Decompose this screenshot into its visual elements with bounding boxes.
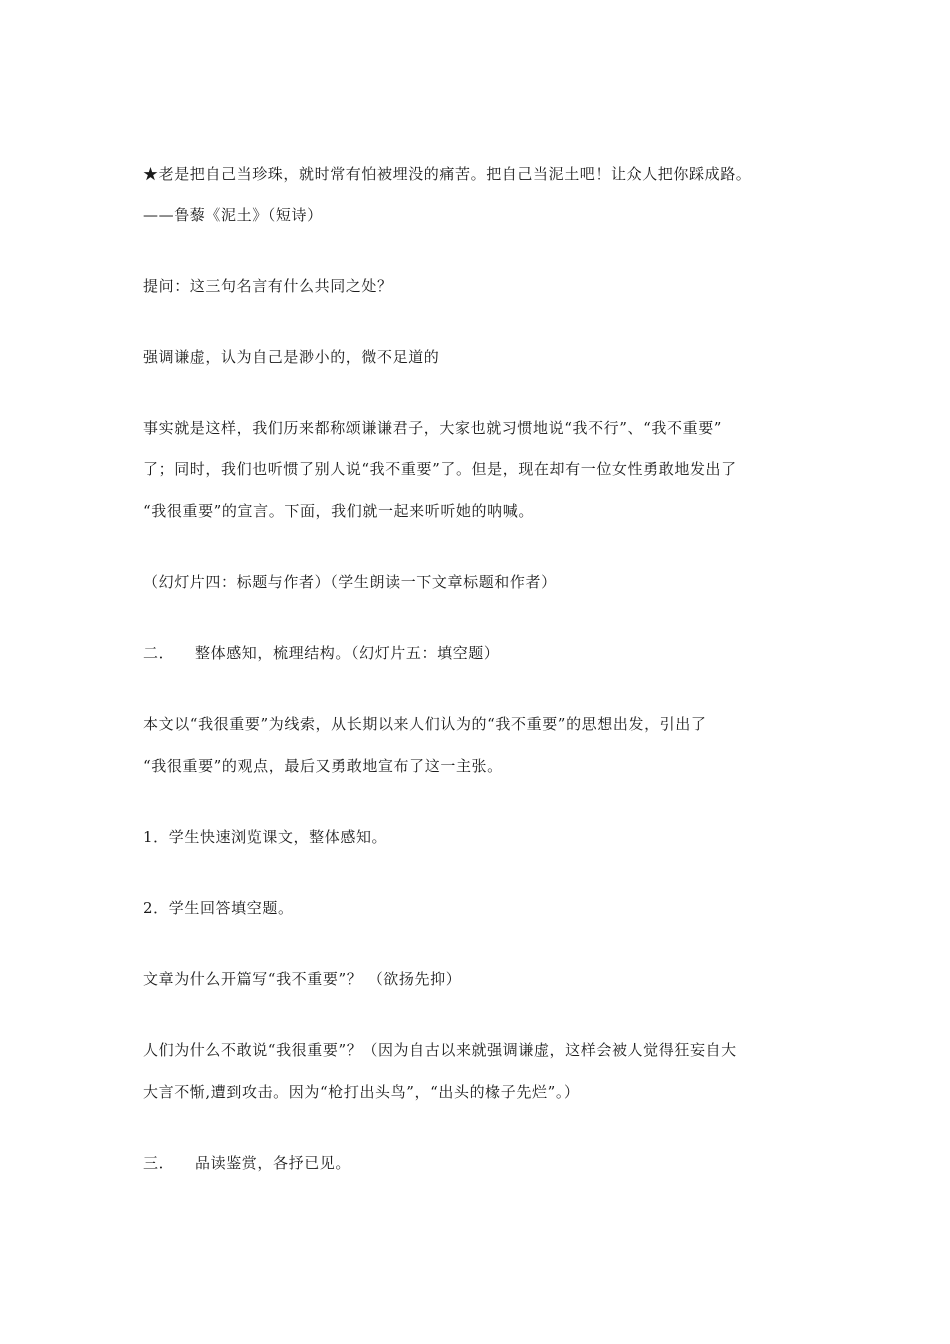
question-why-not-dare-line-1: 人们为什么不敢说“我很重要”？（因为自古以来就强调谦虚，这样会被人觉得狂妄自大 (143, 1041, 737, 1059)
paragraph-1-line-2: 了；同时，我们也听惯了别人说“我不重要”了。但是，现在却有一位女性勇敢地发出了 (143, 460, 737, 478)
section-two-number: 二． (143, 644, 175, 662)
question-common-point: 提问：这三句名言有什么共同之处？ (143, 277, 393, 295)
section-three-text: 品读鉴赏，各抒已见。 (195, 1154, 352, 1172)
section-two-heading (143, 643, 823, 663)
section-two-text: 整体感知，梳理结构。（幻灯片五：填空题） (195, 644, 500, 662)
slide-four-note: （幻灯片四：标题与作者）（学生朗读一下文章标题和作者） (143, 573, 557, 591)
question-opening: 文章为什么开篇写“我不重要”？ （欲扬先抑） (143, 970, 462, 988)
paragraph-1-line-3: “我很重要”的宣言。下面，我们就一起来听听她的呐喊。 (143, 502, 534, 520)
quote-line-1: ★老是把自己当珍珠，就时常有怕被埋没的痛苦。把自己当泥土吧！让众人把你踩成路。 (143, 165, 752, 183)
question-why-not-dare-line-2: 大言不惭,遭到攻击。因为“枪打出头鸟”，“出头的椽子先烂”。） (143, 1083, 580, 1101)
section-three-heading (143, 1153, 823, 1173)
quote-line-2: ——鲁藜《泥土》（短诗） (143, 206, 323, 224)
section-three-number: 三． (143, 1154, 175, 1172)
paragraph-2-line-1: 本文以“我很重要”为线索，从长期以来人们认为的“我不重要”的思想出发，引出了 (143, 715, 707, 733)
paragraph-2-line-2: “我很重要”的观点，最后又勇敢地宣布了这一主张。 (143, 757, 503, 775)
answer-humility: 强调谦虚，认为自己是渺小的，微不足道的 (143, 348, 440, 366)
step-two: 2．学生回答填空题。 (143, 899, 294, 917)
paragraph-1-line-1: 事实就是这样，我们历来都称颂谦谦君子，大家也就习惯地说“我不行”、“我不重要” (143, 419, 723, 437)
step-one: 1．学生快速浏览课文，整体感知。 (143, 828, 388, 846)
